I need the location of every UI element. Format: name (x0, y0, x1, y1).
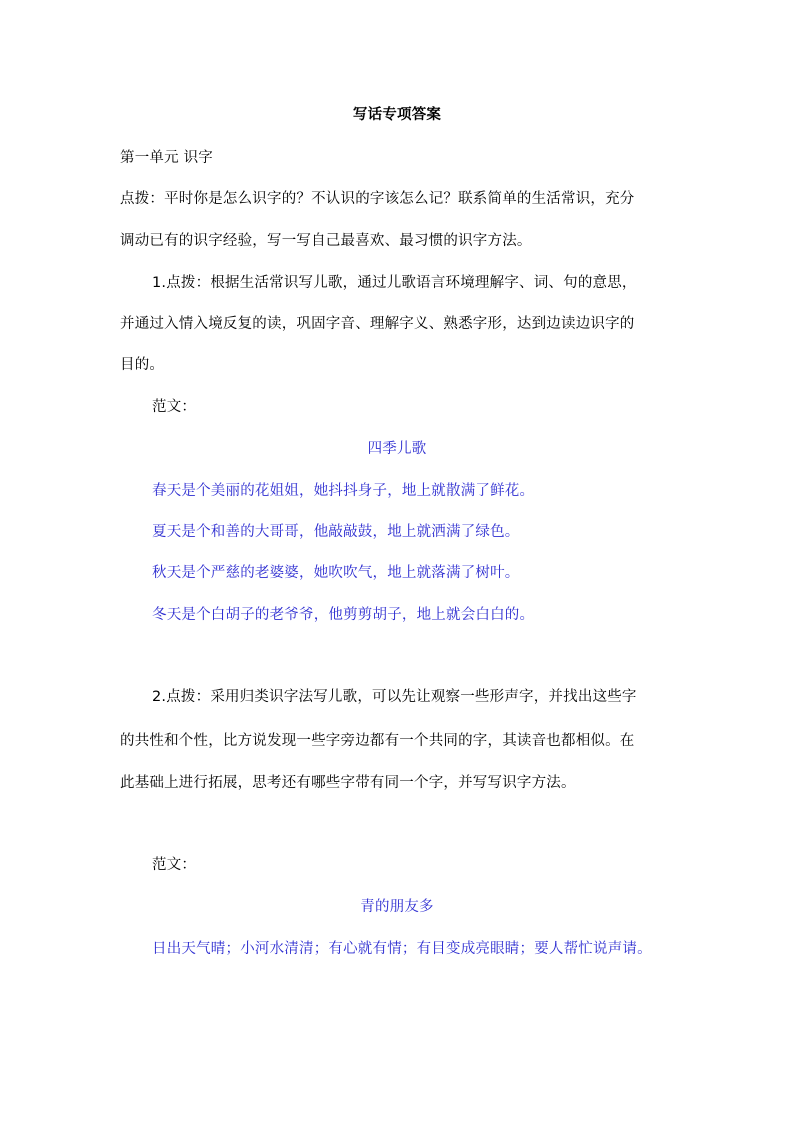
example2-line: 日出天气晴；小河水清清；有心就有情；有目变成亮眼睛；要人帮忙说声请。 (152, 941, 652, 957)
document-title: 写话专项答案 (352, 107, 442, 123)
unit-heading: 第一单元 识字 (120, 150, 214, 166)
example1-line-3: 秋天是个严慈的老婆婆，她吹吹气，地上就落满了树叶。 (152, 565, 520, 581)
example2-title: 青的朋友多 (360, 899, 434, 915)
example1-line-1: 春天是个美丽的花姐姐，她抖抖身子，地上就散满了鲜花。 (152, 483, 535, 499)
point2-line-2: 的共性和个性，比方说发现一些字旁边都有一个共同的字，其读音也都相似。在 (120, 733, 635, 749)
example2-label: 范文： (152, 857, 197, 873)
intro-line-1: 点拨：平时你是怎么识字的？不认识的字该怎么记？联系简单的生活常识，充分 (120, 191, 635, 207)
point1-line-3: 目的。 (120, 357, 165, 373)
example1-line-2: 夏天是个和善的大哥哥，他敲敲鼓，地上就洒满了绿色。 (152, 524, 520, 540)
example1-label: 范文： (152, 399, 197, 415)
point1-line-2: 并通过入情入境反复的读，巩固字音、理解字义、熟悉字形，达到边读边识字的 (120, 316, 635, 332)
example1-title: 四季儿歌 (367, 441, 427, 457)
point1-line-1: 1.点拨：根据生活常识写儿歌，通过儿歌语言环境理解字、词、句的意思， (152, 275, 637, 291)
example1-line-4: 冬天是个白胡子的老爷爷，他剪剪胡子，地上就会白白的。 (152, 607, 535, 623)
point2-line-1: 2.点拨：采用归类识字法写儿歌，可以先让观察一些形声字，并找出这些字 (152, 689, 637, 705)
intro-line-2: 调动已有的识字经验，写一写自己最喜欢、最习惯的识字方法。 (120, 233, 532, 249)
point2-line-3: 此基础上进行拓展，思考还有哪些字带有同一个字，并写写识字方法。 (120, 775, 576, 791)
